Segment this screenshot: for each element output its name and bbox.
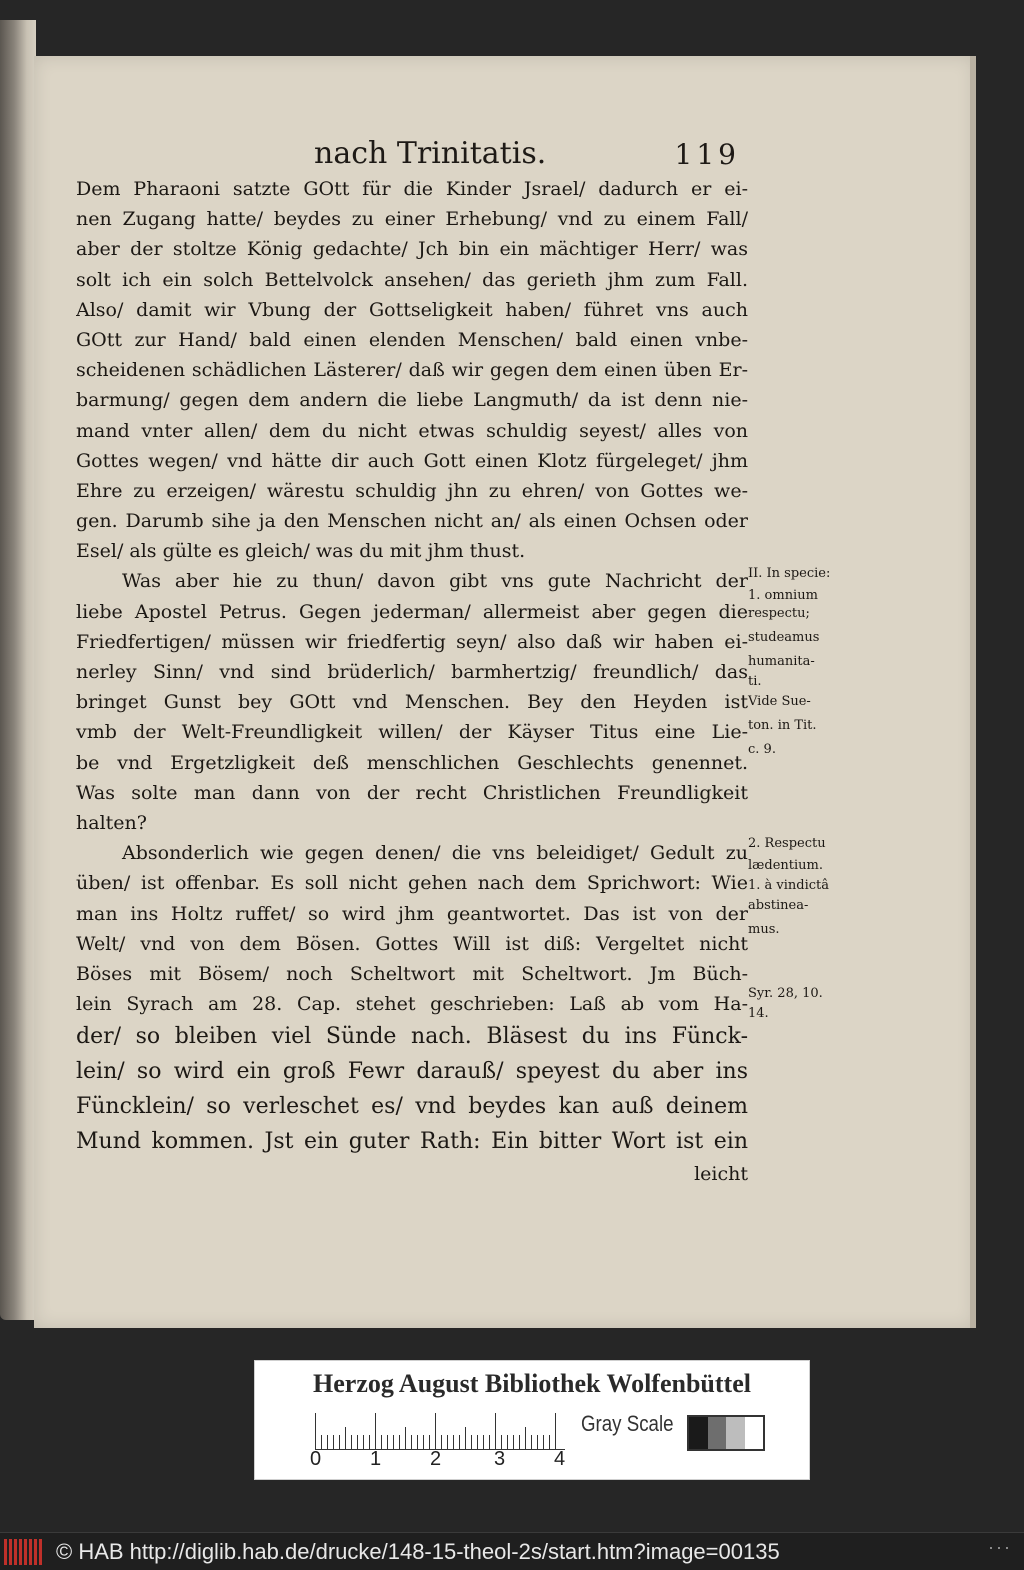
gray-scale-swatches (687, 1415, 765, 1451)
text-line: Friedfertigen/ müssen wir friedfertig seyn/ also daß wir haben ei- (76, 630, 748, 653)
ruler-number: 3 (494, 1448, 506, 1470)
ruler-tick (339, 1435, 340, 1449)
running-title: nach Trinitatis. (314, 136, 547, 171)
text-line: Also/ damit wir Vbung der Gottseligkeit haben/ führet vns auch (76, 298, 748, 321)
text-line: be vnd Ergetzligkeit deß menschlichen Geschlechts genennet. (76, 751, 748, 774)
margin-note: abstinea- (748, 898, 809, 913)
ruler-tick (411, 1435, 412, 1449)
ruler-tick (417, 1435, 418, 1449)
ruler-tick (549, 1435, 550, 1449)
text-line: Mund kommen. Jst ein guter Rath: Ein bitter Wort ist ein (76, 1129, 748, 1155)
text-line: Ehre zu erzeigen/ wärestu schuldig jhn zu ehren/ von Gottes we- (76, 479, 748, 502)
text-line: Esel/ als gülte es gleich/ was du mit jhm thust. (76, 540, 526, 563)
ruler-tick (369, 1435, 370, 1449)
ruler-number: 1 (370, 1448, 382, 1470)
page-header (300, 136, 740, 176)
ruler-tick (351, 1435, 352, 1449)
text-line: Was aber hie zu thun/ davon gibt vns gute Nachricht der (122, 570, 748, 593)
text-line: Böses mit Bösem/ noch Scheltwort mit Scheltwort. Jm Büch- (76, 962, 748, 985)
ruler-tick (405, 1427, 406, 1449)
ruler-tick (537, 1435, 538, 1449)
text-line: man ins Holtz ruffet/ so wird jhm geantwortet. Das ist von der (76, 902, 748, 925)
ruler-tick (315, 1413, 316, 1449)
text-line: nen Zugang hatte/ beydes zu einer Erhebung/ vnd zu einem Fall/ (76, 208, 748, 231)
gray-swatch (726, 1417, 745, 1449)
page-number: 119 (674, 138, 740, 171)
ruler-tick (477, 1435, 478, 1449)
text-line: lein/ so wird ein groß Fewr darauß/ speyest du aber ins (76, 1059, 748, 1085)
ruler-tick (513, 1435, 514, 1449)
text-line: der/ so bleiben viel Sünde nach. Bläsest du ins Fünck- (76, 1024, 748, 1050)
ruler-tick (327, 1435, 328, 1449)
page-edge (970, 56, 976, 1328)
ruler-tick (333, 1435, 334, 1449)
ruler-tick (507, 1435, 508, 1449)
margin-note: respectu; (748, 606, 810, 621)
text-line: Was solte man dann von der recht Christlichen Freundligkeit (76, 781, 748, 804)
text-line: lein Syrach am 28. Cap. stehet geschrieben: Laß ab vom Ha- (76, 993, 748, 1016)
ruler-number: 0 (310, 1448, 322, 1470)
library-name: Herzog August Bibliothek Wolfenbüttel (313, 1369, 751, 1398)
ruler-tick (519, 1435, 520, 1449)
text-line: bringet Gunst bey GOtt vnd Menschen. Bey den Heyden ist (76, 691, 748, 714)
ruler-tick (345, 1427, 346, 1449)
ruler-tick (435, 1413, 436, 1449)
ruler-tick (447, 1435, 448, 1449)
ruler-tick (381, 1435, 382, 1449)
ruler-tick (399, 1435, 400, 1449)
ruler-tick (555, 1413, 556, 1449)
book-spine-edge (0, 20, 36, 1320)
ruler-tick (453, 1435, 454, 1449)
ruler-tick (459, 1435, 460, 1449)
margin-note: c. 9. (748, 742, 776, 757)
text-line: barmung/ gegen dem andern die liebe Langmuth/ da ist denn nie- (76, 389, 748, 412)
margin-note: II. In specie: (748, 566, 831, 581)
ruler-tick (375, 1413, 376, 1449)
margin-note: studeamus (748, 630, 820, 645)
text-line: gen. Darumb sihe ja den Menschen nicht an/ als einen Ochsen oder (76, 510, 748, 533)
more-options-icon[interactable]: ··· (988, 1537, 1012, 1557)
text-line: halten? (76, 811, 147, 834)
text-line: Absonderlich wie gegen denen/ die vns beleidiget/ Gedult zu (122, 842, 748, 865)
body-text (76, 174, 748, 1189)
ruler-tick (531, 1435, 532, 1449)
ruler-tick (393, 1435, 394, 1449)
margin-note: 1. omnium (748, 588, 818, 603)
ruler-tick (471, 1435, 472, 1449)
text-line: liebe Apostel Petrus. Gegen jederman/ allermeist aber gegen die (76, 600, 748, 623)
copyright-url[interactable]: © HAB http://diglib.hab.de/drucke/148-15-theol-2s/start.htm?image=00135 (56, 1538, 780, 1564)
margin-note: ti. (748, 674, 762, 689)
text-line: Füncklein/ so verleschet es/ vnd beydes kan auß deinem (76, 1094, 748, 1120)
margin-note: lædentium. (748, 858, 823, 873)
catchword: leicht (694, 1163, 748, 1186)
ruler-tick (429, 1435, 430, 1449)
text-line: Gottes wegen/ vnd hätte dir auch Gott einen Klotz fürgeleget/ jhm (76, 449, 748, 472)
ruler-tick (495, 1413, 496, 1449)
text-line: Dem Pharaoni satzte GOtt für die Kinder Jsrael/ dadurch er ei- (76, 178, 748, 200)
color-scale-card (254, 1360, 810, 1480)
gray-scale-label: Gray Scale (581, 1411, 674, 1436)
text-line: GOtt zur Hand/ bald einen elenden Menschen/ bald einen vnbe- (76, 328, 748, 351)
status-bar (0, 1532, 1024, 1570)
margin-note: mus. (748, 922, 780, 937)
ruler-tick (441, 1435, 442, 1449)
text-line: Welt/ vnd von dem Bösen. Gottes Will ist diß: Vergeltet nicht (76, 932, 748, 955)
ruler-tick (525, 1427, 526, 1449)
margin-note: ton. in Tit. (748, 718, 817, 733)
gray-swatch (745, 1417, 764, 1449)
margin-note: Vide Sue- (748, 694, 811, 709)
ruler-tick (363, 1435, 364, 1449)
ruler-tick (489, 1435, 490, 1449)
text-line: üben/ ist offenbar. Es soll nicht gehen nach dem Sprichwort: Wie (76, 872, 748, 895)
text-line: vmb der Welt-Freundligkeit willen/ der Käyser Titus eine Lie- (76, 721, 748, 744)
ruler-tick (387, 1435, 388, 1449)
text-line: aber der stoltze König gedachte/ Jch bin ein mächtiger Herr/ was (76, 238, 748, 261)
ruler-number: 4 (554, 1448, 566, 1470)
ruler-tick (357, 1435, 358, 1449)
ruler-tick (543, 1435, 544, 1449)
margin-note: Syr. 28, 10. (748, 986, 823, 1001)
ruler-tick (483, 1435, 484, 1449)
text-line: mand vnter allen/ dem du nicht etwas schuldig seyest/ alles von (76, 419, 748, 442)
gray-swatch (689, 1417, 708, 1449)
margin-note: 1. à vindictâ (748, 878, 830, 893)
ruler-number: 2 (430, 1448, 442, 1470)
margin-note: humanita- (748, 654, 815, 669)
ruler-tick (423, 1435, 424, 1449)
text-line: solt ich ein solch Bettelvolck ansehen/ das gerieth jhm zum Fall. (76, 268, 748, 291)
ruler (315, 1413, 575, 1453)
margin-note: 14. (748, 1006, 769, 1021)
ruler-tick (501, 1435, 502, 1449)
ruler-tick (465, 1427, 466, 1449)
text-line: scheidenen schädlichen Lästerer/ daß wir gegen dem einen üben Er- (76, 359, 748, 382)
text-line: nerley Sinn/ vnd sind brüderlich/ barmhertzig/ freundlich/ das (76, 661, 748, 683)
ruler-tick (321, 1435, 322, 1449)
hab-logo-icon (4, 1537, 48, 1567)
gray-swatch (708, 1417, 727, 1449)
margin-note: 2. Respectu (748, 836, 826, 851)
